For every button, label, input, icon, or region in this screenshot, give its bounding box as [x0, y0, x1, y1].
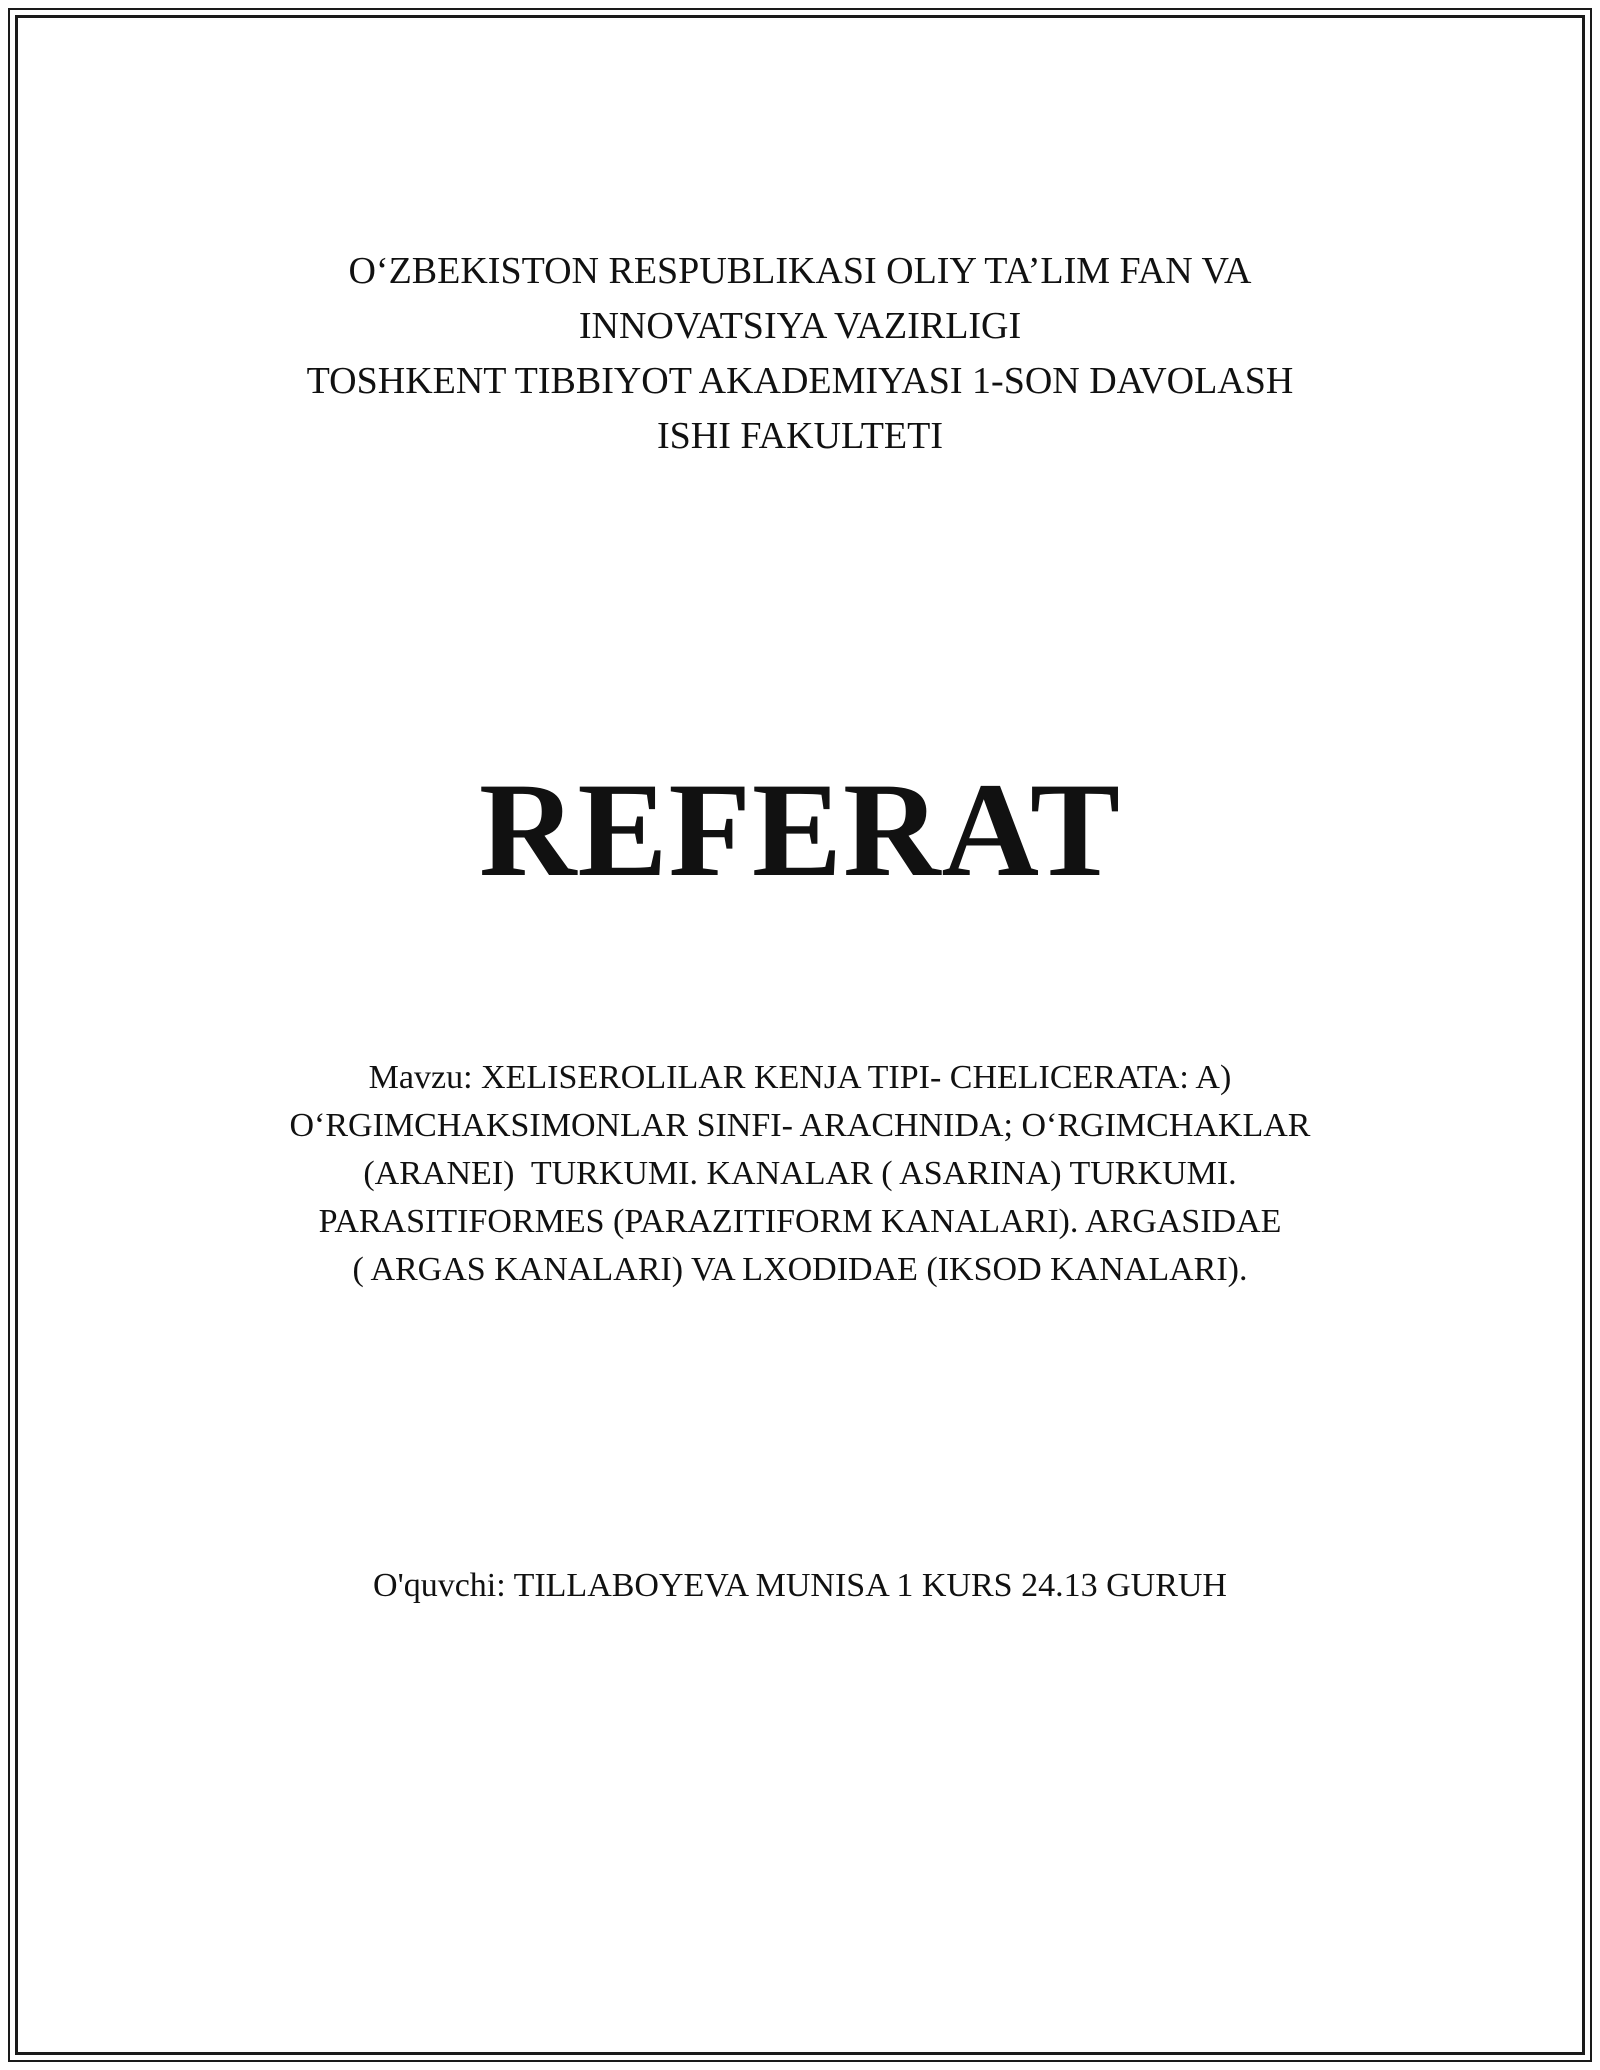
header-line: ISHI FAKULTETI — [656, 415, 944, 457]
topic-line: Mavzu: XELISEROLILAR KENJA TIPI- CHELICERATA: A) — [368, 1059, 1232, 1096]
header-line: TOSHKENT TIBBIYOT AKADEMIYASI 1-SON DAVOLASH — [306, 360, 1294, 402]
topic-block — [0, 1054, 1600, 1294]
document-title: REFERAT — [478, 756, 1122, 905]
header-line: INNOVATSIYA VAZIRLIGI — [578, 305, 1022, 347]
header-line: O‘ZBEKISTON RESPUBLIKASI OLIY TA’LIM FAN VA — [348, 250, 1252, 292]
topic-line: (ARANEI) TURKUMI. KANALAR ( ASARINA) TURKUMI. — [363, 1155, 1237, 1192]
institution-header — [0, 244, 1600, 464]
student-info: O'quvchi: TILLABOYEVA MUNISA 1 KURS 24.13 GURUH — [373, 1567, 1227, 1604]
topic-line: O‘RGIMCHAKSIMONLAR SINFI- ARACHNIDA; O‘RGIMCHAKLAR — [289, 1107, 1311, 1144]
topic-line: ( ARGAS KANALARI) VA LXODIDAE (IKSOD KANALARI). — [352, 1251, 1248, 1288]
topic-line: PARASITIFORMES (PARAZITIFORM KANALARI). ARGASIDAE — [318, 1203, 1282, 1240]
